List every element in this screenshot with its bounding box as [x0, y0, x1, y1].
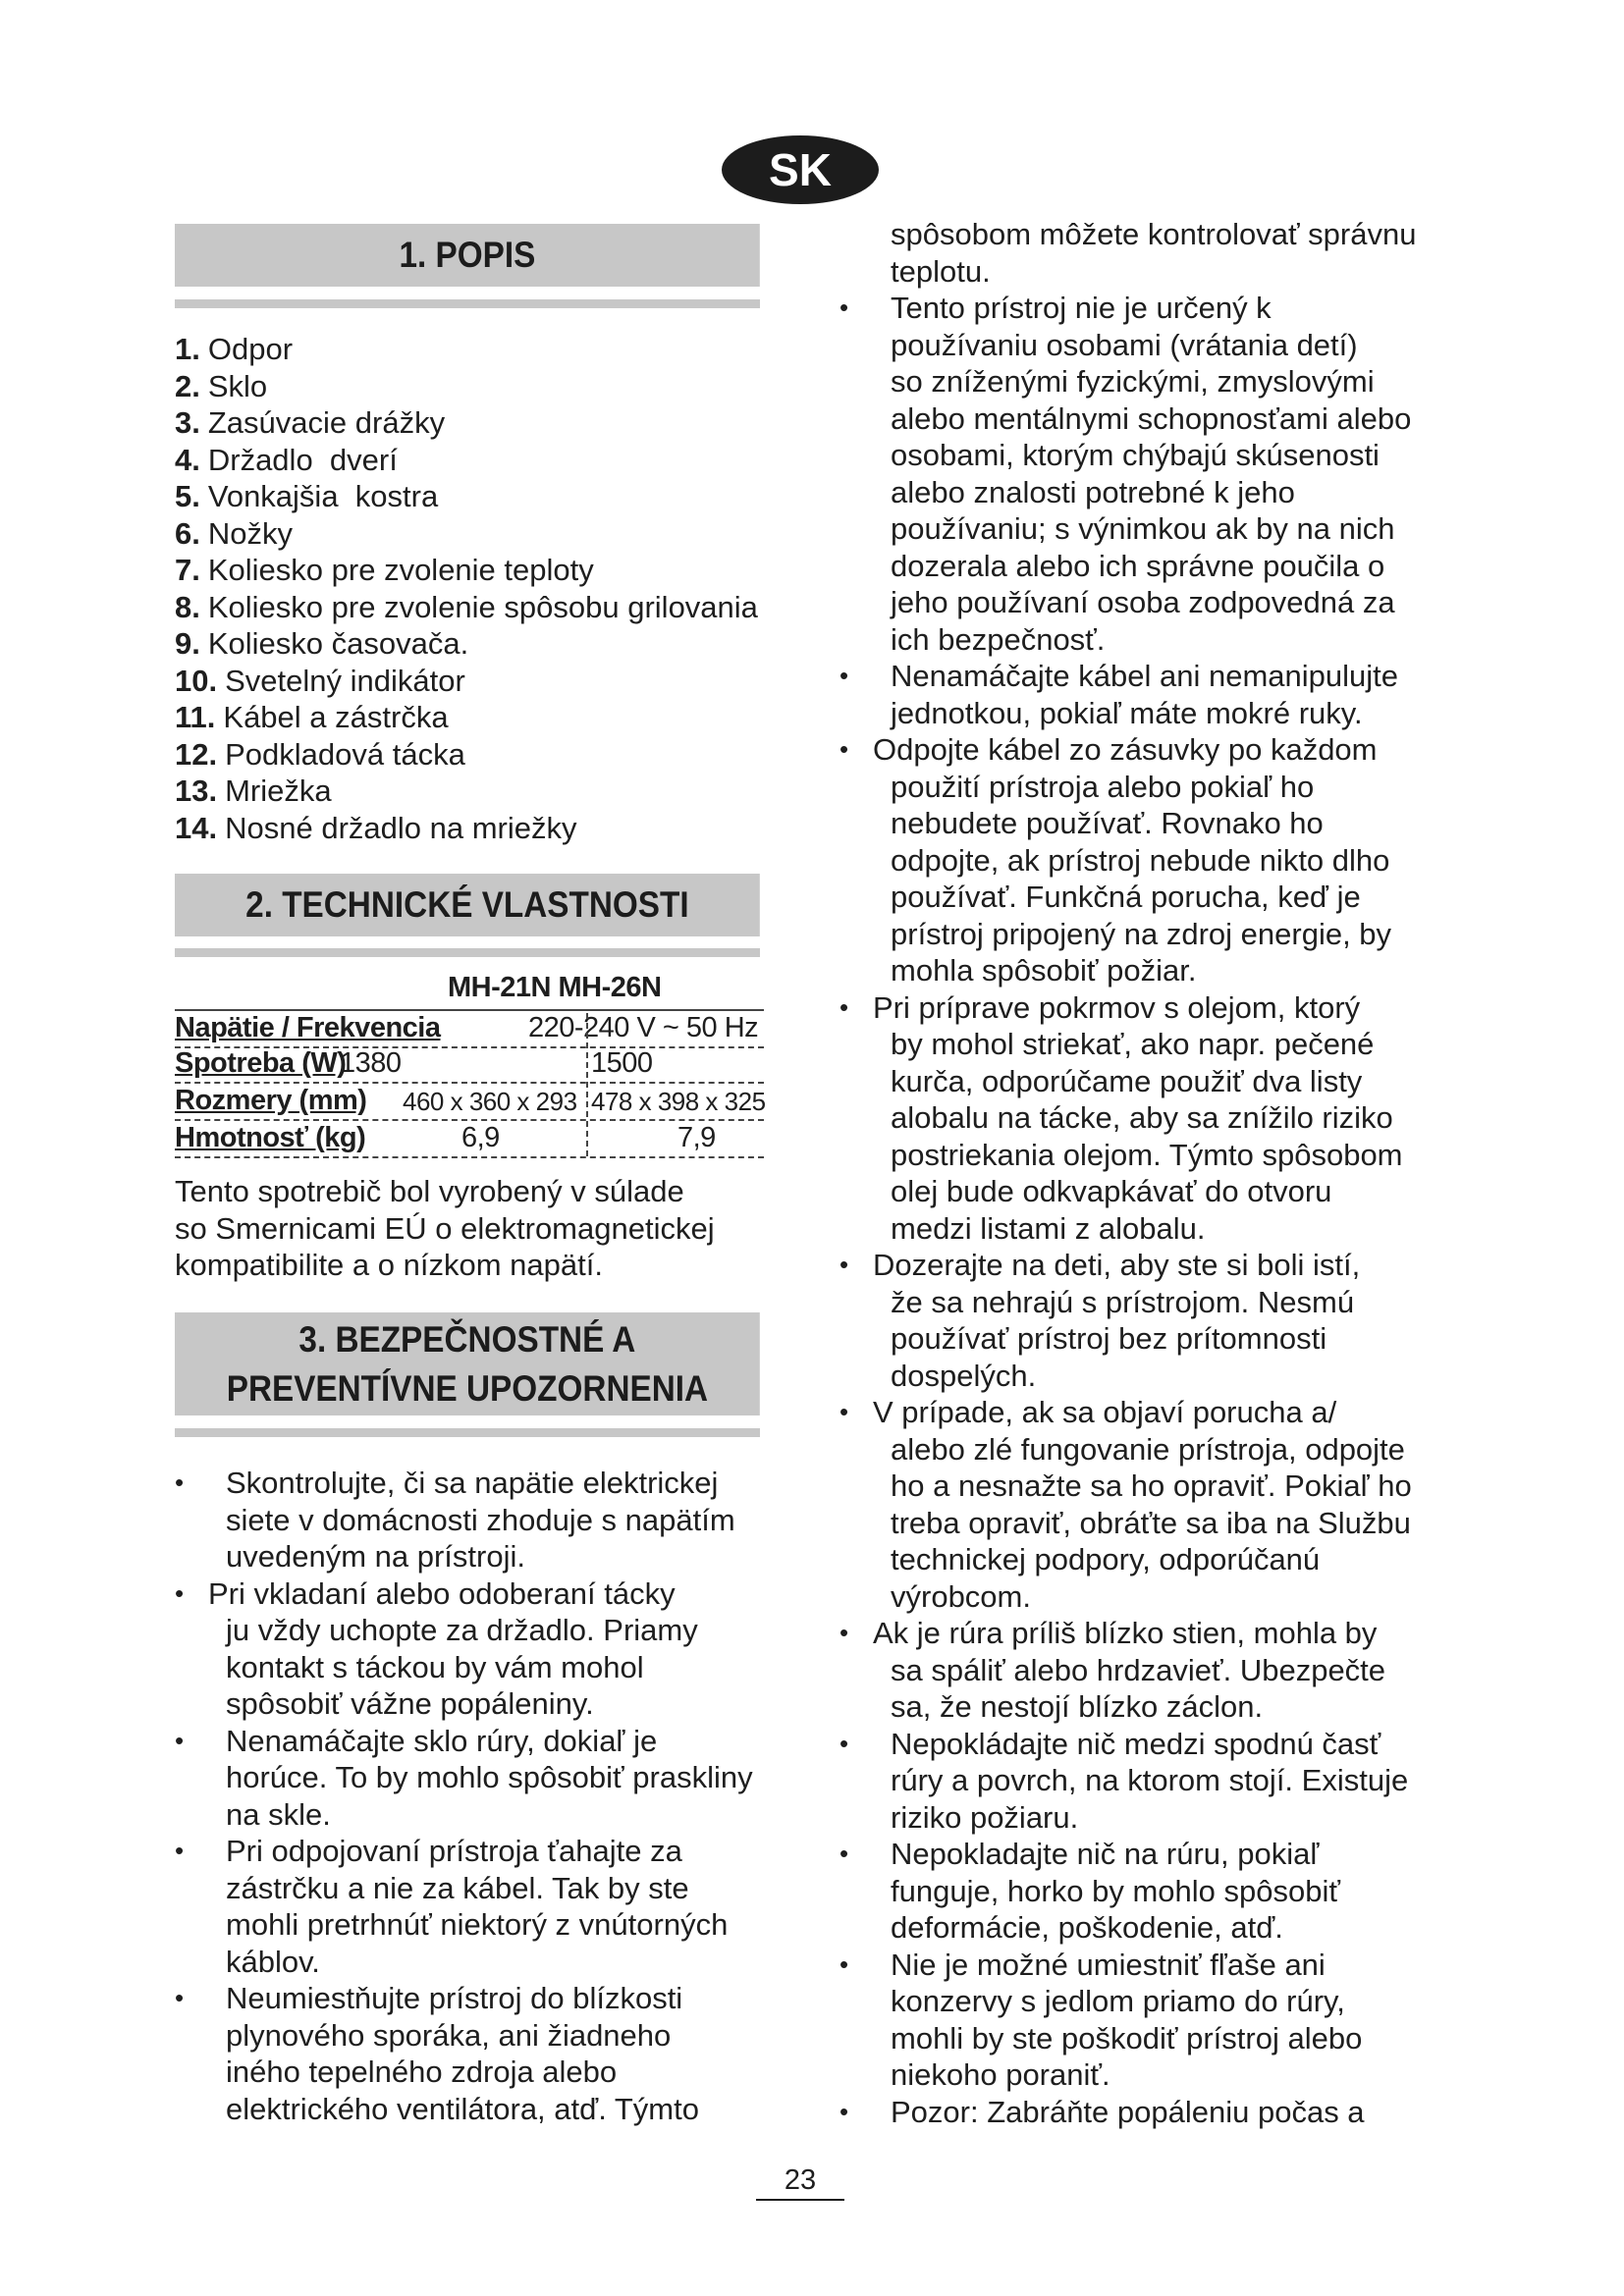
bullet-line: plynového sporáka, ani žiadneho	[226, 2017, 672, 2053]
spec-value-model1: 460 x 360 x 293	[403, 1087, 577, 1116]
safety-bullet	[839, 290, 1448, 658]
bullet-line: Skontrolujte, či sa napätie elektrickej	[226, 1466, 719, 1500]
item-number: 14.	[175, 810, 218, 845]
bullet-dot-icon: •	[839, 661, 849, 690]
item-label: Koliesko pre zvolenie spôsobu grilovania	[207, 589, 758, 624]
bullet-line: olej bude odkvapkávať do otvoru	[891, 1174, 1332, 1208]
safety-bullet	[839, 1247, 1448, 1394]
section-header-safety	[175, 1312, 760, 1415]
item-number: 6.	[175, 515, 200, 551]
bullet-line: odpojte, ak prístroj nebude nikto dlho	[891, 842, 1390, 878]
section-title-line: 3. BEZPEČNOSTNÉ A	[298, 1318, 636, 1360]
item-label: Vonkajšia kostra	[207, 479, 439, 513]
item-number: 2.	[175, 368, 200, 403]
bullet-line: niekoho poraniť.	[891, 2057, 1110, 2092]
item-number: 11.	[175, 700, 216, 734]
bullet-line: používaniu; s výnimkou ak by na nich	[891, 511, 1395, 546]
bullet-dot-icon: •	[175, 1725, 185, 1755]
bullet-line: Nepokladajte nič na rúru, pokiaľ	[891, 1837, 1320, 1871]
bullet-line: technickej podpory, odporúčanú	[891, 1542, 1321, 1576]
bullet-line: funguje, horko by mohlo spôsobiť	[891, 1873, 1340, 1908]
bullet-line: osobami, ktorým chýbajú skúsenosti	[891, 438, 1380, 472]
item-number: 4.	[175, 442, 200, 477]
bullet-line: používaniu osobami (vrátania detí)	[891, 327, 1358, 362]
parts-list-item	[175, 442, 758, 479]
parts-list-item	[175, 552, 758, 589]
parts-list	[175, 331, 758, 846]
item-number: 5.	[175, 479, 200, 513]
safety-bullet	[839, 658, 1448, 731]
section-header-description	[175, 224, 760, 287]
bullet-dot-icon: •	[839, 293, 849, 322]
bullet-line: siete v domácnosti zhoduje s napätím	[226, 1502, 735, 1537]
bullet-line: alebo mentálnymi schopnosťami alebo	[891, 400, 1412, 436]
spec-row	[175, 1121, 764, 1158]
parts-list-item	[175, 810, 758, 847]
bullet-line: ich bezpečnosť.	[891, 621, 1106, 657]
bullet-line: Nie je možné umiestniť fľaše ani	[891, 1947, 1326, 1982]
parts-list-item	[175, 736, 758, 774]
parts-list-item	[175, 331, 758, 368]
safety-bullet	[175, 1465, 784, 1575]
item-number: 7.	[175, 553, 200, 587]
bullet-line: mohli pretrhnúť niektorý z vnútorných	[226, 1907, 729, 1942]
spec-label: Rozmery (mm)	[175, 1085, 367, 1116]
item-label: Kábel a zástrčka	[223, 700, 449, 734]
safety-bullet	[839, 1836, 1448, 1947]
bullet-dot-icon: •	[175, 1836, 185, 1865]
spec-row	[175, 1084, 764, 1121]
spec-value-model2: 478 x 398 x 325	[591, 1087, 766, 1116]
bullet-line: sa, že nestojí blízko záclon.	[891, 1689, 1264, 1724]
section-title: 2. TECHNICKÉ VLASTNOSTI	[245, 884, 689, 925]
bullet-line: Dozerajte na deti, aby ste si boli istí,	[873, 1248, 1361, 1282]
bullet-line: že sa nehrajú s prístrojom. Nesmú	[891, 1284, 1355, 1319]
spec-row	[175, 1046, 764, 1084]
spec-label: Napätie / Frekvencia	[175, 1012, 441, 1043]
spec-value: 220-240 V ~ 50 Hz	[528, 1012, 759, 1043]
bullet-dot-icon: •	[839, 2096, 849, 2126]
bullet-line: Nenamáčajte sklo rúry, dokiaľ je	[226, 1723, 658, 1758]
bullet-line: elektrického ventilátora, atď. Týmto	[226, 2091, 699, 2126]
safety-bullet	[839, 1394, 1448, 1615]
bullet-line: jeho používaní osoba zodpovedná za	[891, 585, 1395, 619]
safety-bullet	[175, 1723, 784, 1834]
item-label: Koliesko časovača.	[207, 626, 469, 661]
bullet-line: výrobcom.	[891, 1578, 1031, 1614]
bullet-line: medzi listami z alobalu.	[891, 1210, 1206, 1246]
bullet-line: Odpojte kábel zo zásuvky po každom	[873, 732, 1378, 767]
bullet-dot-icon: •	[839, 991, 849, 1022]
bullet-line: alebo zlé fungovanie prístroja, odpojte	[891, 1431, 1405, 1467]
page-number: 23	[756, 2164, 844, 2201]
item-number: 9.	[175, 626, 200, 661]
bullet-line: uvedeným na prístroji.	[226, 1539, 525, 1574]
bullet-line: ju vždy uchopte za držadlo. Priamy	[226, 1613, 698, 1647]
bullet-line: kontakt s táckou by vám mohol	[226, 1649, 644, 1684]
bullet-line: Pri vkladaní alebo odoberaní tácky	[208, 1575, 676, 1611]
safety-bullet	[175, 1980, 784, 2127]
language-badge: SK	[722, 135, 879, 204]
item-number: 1.	[175, 332, 200, 366]
bullet-line: Pozor: Zabráňte popáleniu počas a	[891, 2094, 1365, 2129]
item-label: Zasúvacie drážky	[207, 405, 446, 440]
bullet-line: deformácie, poškodenie, atď.	[891, 1910, 1283, 1945]
bullet-line: jednotkou, pokiaľ máte mokré ruky.	[891, 695, 1363, 730]
section-header-specs	[175, 874, 760, 936]
bullet-line: Pri odpojovaní prístroja ťahajte za	[226, 1834, 682, 1868]
spec-label: Spotreba (W)	[175, 1047, 347, 1079]
bullet-line: so zníženými fyzickými, zmyslovými	[891, 364, 1375, 399]
bullet-line: postriekania olejom. Týmto spôsobom	[891, 1137, 1403, 1172]
bullet-line: dospelých.	[891, 1358, 1037, 1393]
safety-bullet	[839, 1947, 1448, 2094]
spec-value-model2: 1500	[591, 1047, 653, 1079]
paragraph-line: spôsobom môžete kontrolovať správnu	[891, 217, 1417, 251]
section-rule	[175, 299, 760, 308]
bullet-line: použití prístroja alebo pokiaľ ho	[891, 769, 1315, 804]
parts-list-item	[175, 589, 758, 626]
bullet-line: Ak je rúra príliš blízko stien, mohla by	[873, 1616, 1378, 1650]
bullet-dot-icon: •	[175, 1468, 185, 1497]
compliance-paragraph	[175, 1173, 764, 1284]
bullet-line: riziko požiaru.	[891, 1799, 1079, 1835]
safety-bullet	[839, 1726, 1448, 1837]
bullet-line: používať prístroj bez prítomnosti	[891, 1321, 1327, 1356]
item-label: Nožky	[207, 515, 293, 551]
bullet-line: V prípade, ak sa objaví porucha a/	[873, 1395, 1337, 1429]
item-label: Podkladová tácka	[225, 736, 465, 772]
parts-list-item	[175, 625, 758, 663]
bullet-line: horúce. To by mohlo spôsobiť praskliny	[226, 1760, 753, 1794]
item-label: Mriežka	[225, 774, 332, 808]
bullet-dot-icon: •	[839, 734, 849, 764]
paragraph-line: so Smernicami EÚ o elektromagnetickej	[175, 1210, 715, 1246]
bullet-dot-icon: •	[839, 1618, 849, 1647]
bullet-line: mohla spôsobiť požiar.	[891, 953, 1197, 988]
safety-list-left	[175, 1465, 784, 2127]
paragraph-line: Tento spotrebič bol vyrobený v súlade	[175, 1174, 684, 1208]
bullet-line: zástrčku a nie za kábel. Tak by ste	[226, 1870, 689, 1905]
parts-list-item	[175, 368, 758, 405]
bullet-line: prístroj pripojený na zdroj energie, by	[891, 916, 1392, 951]
bullet-line: treba opraviť, obráťte sa iba na Službu	[891, 1505, 1411, 1540]
bullet-line: používať. Funkčná porucha, keď je	[891, 880, 1361, 914]
bullet-line: nebudete používať. Rovnako ho	[891, 806, 1324, 840]
bullet-line: sa spáliť alebo hrdzavieť. Ubezpečte	[891, 1652, 1386, 1687]
bullet-line: Tento prístroj nie je určený k	[891, 291, 1272, 325]
bullet-line: mohli by ste poškodiť prístroj alebo	[891, 2020, 1363, 2056]
spec-models-header: MH-21N MH-26N	[448, 972, 662, 1003]
bullet-dot-icon: •	[175, 1577, 185, 1608]
spec-label: Hmotnosť (kg)	[175, 1122, 366, 1153]
parts-list-item	[175, 478, 758, 515]
safety-bullet	[839, 2094, 1448, 2131]
bullet-line: na skle.	[226, 1796, 331, 1832]
bullet-line: Nepokládajte nič medzi spodnú časť	[891, 1726, 1381, 1761]
bullet-line: alebo znalosti potrebné k jeho	[891, 474, 1295, 509]
spec-row	[175, 1009, 764, 1048]
paragraph-line: teplotu.	[891, 253, 991, 289]
spec-value-model1: 6,9	[461, 1122, 500, 1153]
safety-bullet	[839, 989, 1448, 1248]
parts-list-item	[175, 404, 758, 442]
safety-bullet	[839, 1615, 1448, 1726]
parts-list-item	[175, 773, 758, 810]
parts-list-item	[175, 515, 758, 553]
bullet-dot-icon: •	[839, 1728, 849, 1758]
item-number: 10.	[175, 663, 218, 698]
item-number: 13.	[175, 774, 218, 808]
bullet-line: rúry a povrch, na ktorom stojí. Existuje	[891, 1763, 1409, 1797]
parts-list-item	[175, 699, 758, 736]
item-number: 3.	[175, 405, 200, 440]
item-label: Svetelný indikátor	[225, 663, 465, 698]
bullet-dot-icon: •	[839, 1397, 849, 1426]
bullet-line: Nenamáčajte kábel ani nemanipulujte	[891, 659, 1398, 693]
bullet-line: Neumiestňujte prístroj do blízkosti	[226, 1981, 683, 2015]
section-rule	[175, 1428, 760, 1437]
parts-list-item	[175, 663, 758, 700]
spec-value-model2: 7,9	[677, 1122, 716, 1153]
spec-value-model1: 1380	[340, 1047, 402, 1079]
paragraph-line: kompatibilite a o nízkom napätí.	[175, 1248, 603, 1282]
item-label: Nosné držadlo na mriežky	[225, 810, 577, 845]
safety-bullet	[175, 1575, 784, 1723]
bullet-line: konzervy s jedlom priamo do rúry,	[891, 1984, 1345, 2018]
section-title: 1. POPIS	[399, 235, 536, 275]
section-title-line: PREVENTÍVNE UPOZORNENIA	[226, 1367, 709, 1409]
bullet-line: by mohol striekať, ako napr. pečené	[891, 1027, 1375, 1061]
bullet-line: ho a nesnažte sa ho opraviť. Pokiaľ ho	[891, 1468, 1412, 1503]
safety-bullet	[175, 1833, 784, 1980]
continued-text	[891, 216, 1416, 290]
bullet-line: káblov.	[226, 1944, 320, 1979]
section-rule	[175, 948, 760, 957]
bullet-dot-icon: •	[839, 1839, 849, 1868]
item-number: 12.	[175, 736, 218, 772]
item-label: Držadlo dverí	[207, 442, 398, 477]
item-number: 8.	[175, 589, 200, 624]
bullet-line: kurča, odporúčame použiť dva listy	[891, 1063, 1363, 1098]
item-label: Koliesko pre zvolenie teploty	[207, 553, 594, 587]
safety-bullet	[839, 731, 1448, 989]
bullet-line: dozerala alebo ich správne poučila o	[891, 548, 1385, 583]
item-label: Sklo	[207, 368, 268, 403]
safety-list-right	[839, 290, 1448, 2130]
bullet-dot-icon: •	[839, 1250, 849, 1279]
bullet-dot-icon: •	[839, 1949, 849, 1979]
bullet-line: alobalu na tácke, aby sa znížilo riziko	[891, 1100, 1393, 1135]
item-label: Odpor	[207, 332, 294, 366]
bullet-line: spôsobiť vážne popáleniny.	[226, 1686, 594, 1721]
bullet-line: Pri príprave pokrmov s olejom, ktorý	[873, 989, 1361, 1025]
bullet-dot-icon: •	[175, 1983, 185, 2012]
bullet-line: iného tepelného zdroja alebo	[226, 2055, 618, 2089]
spec-column-divider	[586, 1013, 588, 1156]
